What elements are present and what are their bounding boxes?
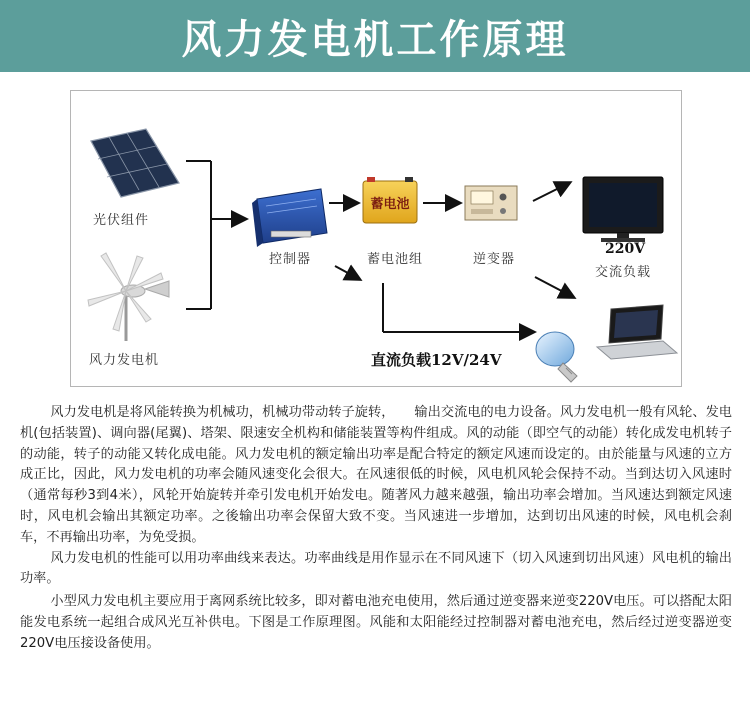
page-title: 风力发电机工作原理 (181, 17, 569, 63)
ac-load-label: 交流负载 (595, 265, 652, 280)
title-banner (0, 0, 750, 72)
inverter-label: 逆变器 (473, 252, 516, 267)
source-wiring (186, 161, 245, 309)
wind-turbine-icon (88, 253, 169, 341)
dc-load-label: 直流负载12V/24V (371, 351, 502, 369)
paragraph-power-curve: 风力发电机的性能可以用功率曲线来表达。功率曲线是用作显示在不同风速下（切入风速到切出风速）风电机的输出功率。 (20, 550, 732, 587)
tv-icon (583, 177, 663, 242)
battery-group-label: 蓄电池组 (367, 252, 424, 267)
dc-wiring (335, 266, 533, 332)
working-principle-diagram (70, 90, 682, 387)
diagram-graphics (71, 91, 681, 386)
arrow-inverter-to-tv (533, 183, 569, 201)
controller-icon (252, 189, 327, 247)
article-body (20, 403, 732, 655)
wind-turbine-label: 风力发电机 (89, 353, 160, 368)
battery-icon (363, 177, 417, 223)
light-bulb-icon (536, 332, 577, 382)
inverter-icon (465, 186, 517, 220)
paragraph-application: 小型风力发电机主要应用于离网系统比较多，即对蓄电池充电使用，然后通过逆变器来逆变220V电压。可以搭配太阳能发电系统一起组合成风光互补供电。下图是工作原理图。风能和太阳能经过控制器对蓄电池充电，然后经过逆变器逆变220V电压接设备使用。 (20, 594, 732, 651)
solar-label: 光伏组件 (93, 213, 150, 228)
paragraph-principle: 风力发电机是将风能转换为机械功，机械功带动转子旋转， 输出交流电的电力设备。风力发电机一般有风轮、发电机(包括装置)、调向器(尾翼)、塔架、限速安全机构和储能装置等构件组成。风的动能（即空气的动能）转化成发电机转子的动能，转子的动能又转化成电能。风力发电机的额定输出功率是配合特定的额定风速而设定的。由於能量与风速的立方成正比，因此，风力发电机的功率会随风速变化会很大。在风速很低的时候，风电机风轮会保持不动。当到达切入风速时（通常每秒3到4米），风轮开始旋转并牵引发电机开始发电。随著风力越来越强，输出功率会增加。当风速达到额定风速时，风电机会输出其额定功率。之後输出功率会保留大致不变。当风速进一步增加，达到切出风速的时候，风电机会刹车，不再输出功率，为免受损。 (20, 405, 732, 545)
battery-face-label: 蓄电池 (370, 197, 410, 212)
ac-voltage-label: 220V (605, 241, 646, 257)
arrow-to-laptop (535, 277, 573, 297)
solar-panel-icon (91, 129, 179, 197)
controller-label: 控制器 (269, 252, 312, 267)
laptop-icon (597, 305, 677, 359)
